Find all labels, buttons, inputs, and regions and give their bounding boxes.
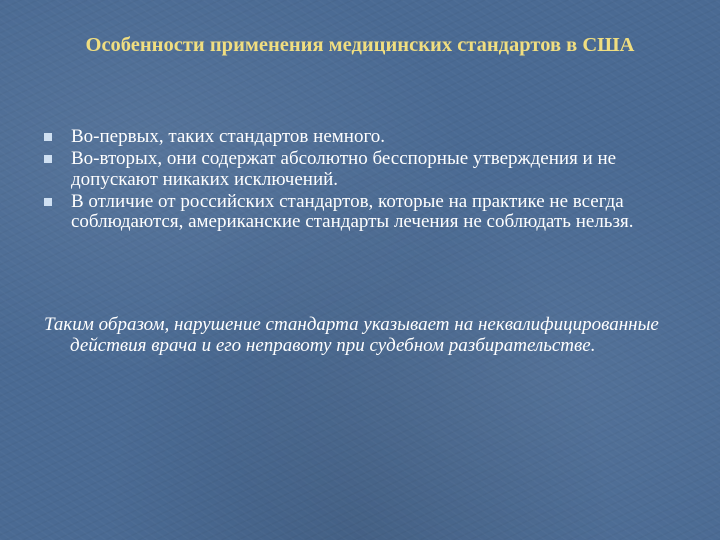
bullet-text: В отличие от российских стандартов, которые на практике не всегда соблюдаются, американские стандарты лечения не соблюдать нельзя. [71, 190, 634, 233]
square-bullet-icon [44, 133, 52, 141]
bullet-list [44, 127, 694, 234]
square-bullet-icon [44, 198, 52, 206]
slide-title: Особенности применения медицинских стандартов в США [85, 34, 635, 56]
bullet-text: Во-первых, таких стандартов немного. [71, 126, 386, 147]
bullet-item [44, 192, 694, 233]
bullet-item [44, 149, 694, 190]
conclusion-text: Таким образом, нарушение стандарта указывает на неквалифицированные действия врача и его неправоту при судебном разбирательстве. [44, 314, 659, 356]
bullet-text: Во-вторых, они содержат абсолютно бесспорные утверждения и не допускают никаких исключений. [71, 148, 617, 190]
bullet-item [44, 127, 694, 147]
square-bullet-icon [44, 155, 52, 163]
